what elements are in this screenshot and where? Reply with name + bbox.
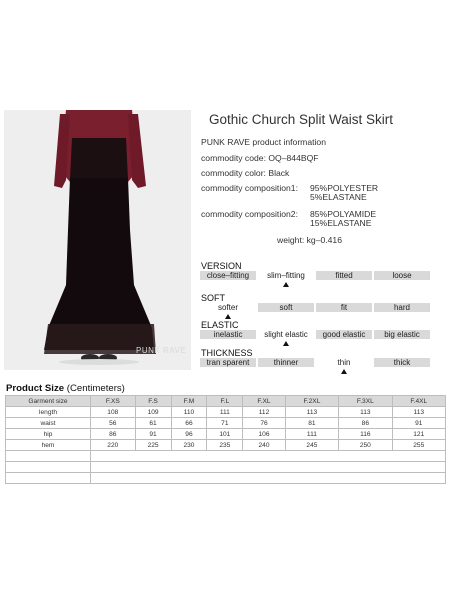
weight: weight: kg–0.416 xyxy=(277,235,342,245)
table-cell: 86 xyxy=(339,418,392,429)
table-row-empty xyxy=(6,462,446,473)
color-value: Black xyxy=(268,168,290,178)
soft-option: hard xyxy=(374,303,430,312)
composition1-label: commodity composition1: xyxy=(201,183,298,193)
model-illustration xyxy=(4,110,191,370)
elastic-option: inelastic xyxy=(200,330,256,339)
version-option: close–fitting xyxy=(200,271,256,280)
table-cell: 81 xyxy=(285,418,338,429)
soft-marker xyxy=(225,314,231,319)
table-cell: 106 xyxy=(243,429,285,440)
elastic-title: ELASTIC xyxy=(201,320,239,330)
table-cell: 250 xyxy=(339,440,392,451)
product-title: Gothic Church Split Waist Skirt xyxy=(209,112,394,127)
column-header: Garment size xyxy=(6,396,91,407)
column-header: F.3XL xyxy=(339,396,392,407)
table-cell: 255 xyxy=(392,440,445,451)
table-row xyxy=(6,429,446,440)
color-label: commodity color: xyxy=(201,168,266,178)
table-cell: 86 xyxy=(91,429,136,440)
thickness-option: thin xyxy=(316,358,372,367)
code-label: commodity code: xyxy=(201,153,266,163)
table-cell: 101 xyxy=(207,429,243,440)
table-cell: 116 xyxy=(339,429,392,440)
brand-watermark: PUNK RAVE xyxy=(136,346,187,355)
composition1-line1: 95%POLYESTER xyxy=(310,183,379,193)
size-table-header xyxy=(6,396,446,407)
table-cell: 230 xyxy=(171,440,207,451)
thickness-option: tran sparent xyxy=(200,358,256,367)
row-label xyxy=(6,473,91,484)
table-cell: 113 xyxy=(339,407,392,418)
table-cell: 96 xyxy=(171,429,207,440)
size-table xyxy=(5,395,446,484)
table-cell: 113 xyxy=(285,407,338,418)
table-cell: 110 xyxy=(171,407,207,418)
table-cell: 225 xyxy=(135,440,171,451)
info-heading: PUNK RAVE product information xyxy=(201,137,326,147)
thickness-scale xyxy=(200,358,432,367)
version-marker xyxy=(283,282,289,287)
table-cell: 108 xyxy=(91,407,136,418)
column-header: F.XS xyxy=(91,396,136,407)
elastic-marker xyxy=(283,341,289,346)
table-cell xyxy=(91,462,446,473)
composition1-line2: 5%ELASTANE xyxy=(310,192,367,202)
table-row-empty xyxy=(6,473,446,484)
column-header: F.M xyxy=(171,396,207,407)
table-cell: 220 xyxy=(91,440,136,451)
table-cell: 112 xyxy=(243,407,285,418)
table-cell: 71 xyxy=(207,418,243,429)
size-table-title-bold: Product Size xyxy=(6,383,65,394)
version-option: slim–fitting xyxy=(258,271,314,280)
soft-scale xyxy=(200,303,432,312)
size-table-title xyxy=(6,383,125,394)
table-cell: 91 xyxy=(135,429,171,440)
table-cell: 61 xyxy=(135,418,171,429)
table-cell: 235 xyxy=(207,440,243,451)
thickness-option: thinner xyxy=(258,358,314,367)
soft-title: SOFT xyxy=(201,293,225,303)
table-cell: 240 xyxy=(243,440,285,451)
row-label xyxy=(6,462,91,473)
version-option: fitted xyxy=(316,271,372,280)
thickness-option: thick xyxy=(374,358,430,367)
column-header: F.2XL xyxy=(285,396,338,407)
column-header: F.S xyxy=(135,396,171,407)
version-scale xyxy=(200,271,432,280)
row-label: length xyxy=(6,407,91,418)
table-cell: 109 xyxy=(135,407,171,418)
table-cell: 91 xyxy=(392,418,445,429)
table-cell: 113 xyxy=(392,407,445,418)
table-cell: 111 xyxy=(207,407,243,418)
table-row xyxy=(6,418,446,429)
row-label: waist xyxy=(6,418,91,429)
size-table-title-unit: (Centimeters) xyxy=(64,383,125,394)
version-option: loose xyxy=(374,271,430,280)
elastic-option: good elastic xyxy=(316,330,372,339)
thickness-marker xyxy=(341,369,347,374)
column-header: F.XL xyxy=(243,396,285,407)
composition2-label: commodity composition2: xyxy=(201,209,298,219)
table-cell: 66 xyxy=(171,418,207,429)
product-photo xyxy=(4,110,191,370)
composition2-line1: 85%POLYAMIDE xyxy=(310,209,377,219)
table-row xyxy=(6,440,446,451)
row-label: hip xyxy=(6,429,91,440)
table-cell: 56 xyxy=(91,418,136,429)
table-cell: 121 xyxy=(392,429,445,440)
row-label xyxy=(6,451,91,462)
version-title: VERSION xyxy=(201,261,242,271)
column-header: F.4XL xyxy=(392,396,445,407)
table-cell: 245 xyxy=(285,440,338,451)
elastic-option: slight elastic xyxy=(258,330,314,339)
soft-option: soft xyxy=(258,303,314,312)
elastic-option: big elastic xyxy=(374,330,430,339)
table-cell xyxy=(91,451,446,462)
code-value: OQ–844BQF xyxy=(268,153,319,163)
row-label: hem xyxy=(6,440,91,451)
commodity-code xyxy=(201,153,319,163)
column-header: F.L xyxy=(207,396,243,407)
soft-option: fit xyxy=(316,303,372,312)
soft-option: softer xyxy=(200,303,256,312)
commodity-color xyxy=(201,168,289,178)
table-cell: 111 xyxy=(285,429,338,440)
table-cell: 76 xyxy=(243,418,285,429)
elastic-scale xyxy=(200,330,432,339)
table-row xyxy=(6,407,446,418)
table-cell xyxy=(91,473,446,484)
composition2-line2: 15%ELASTANE xyxy=(310,218,372,228)
table-row-empty xyxy=(6,451,446,462)
thickness-title: THICKNESS xyxy=(201,348,253,358)
